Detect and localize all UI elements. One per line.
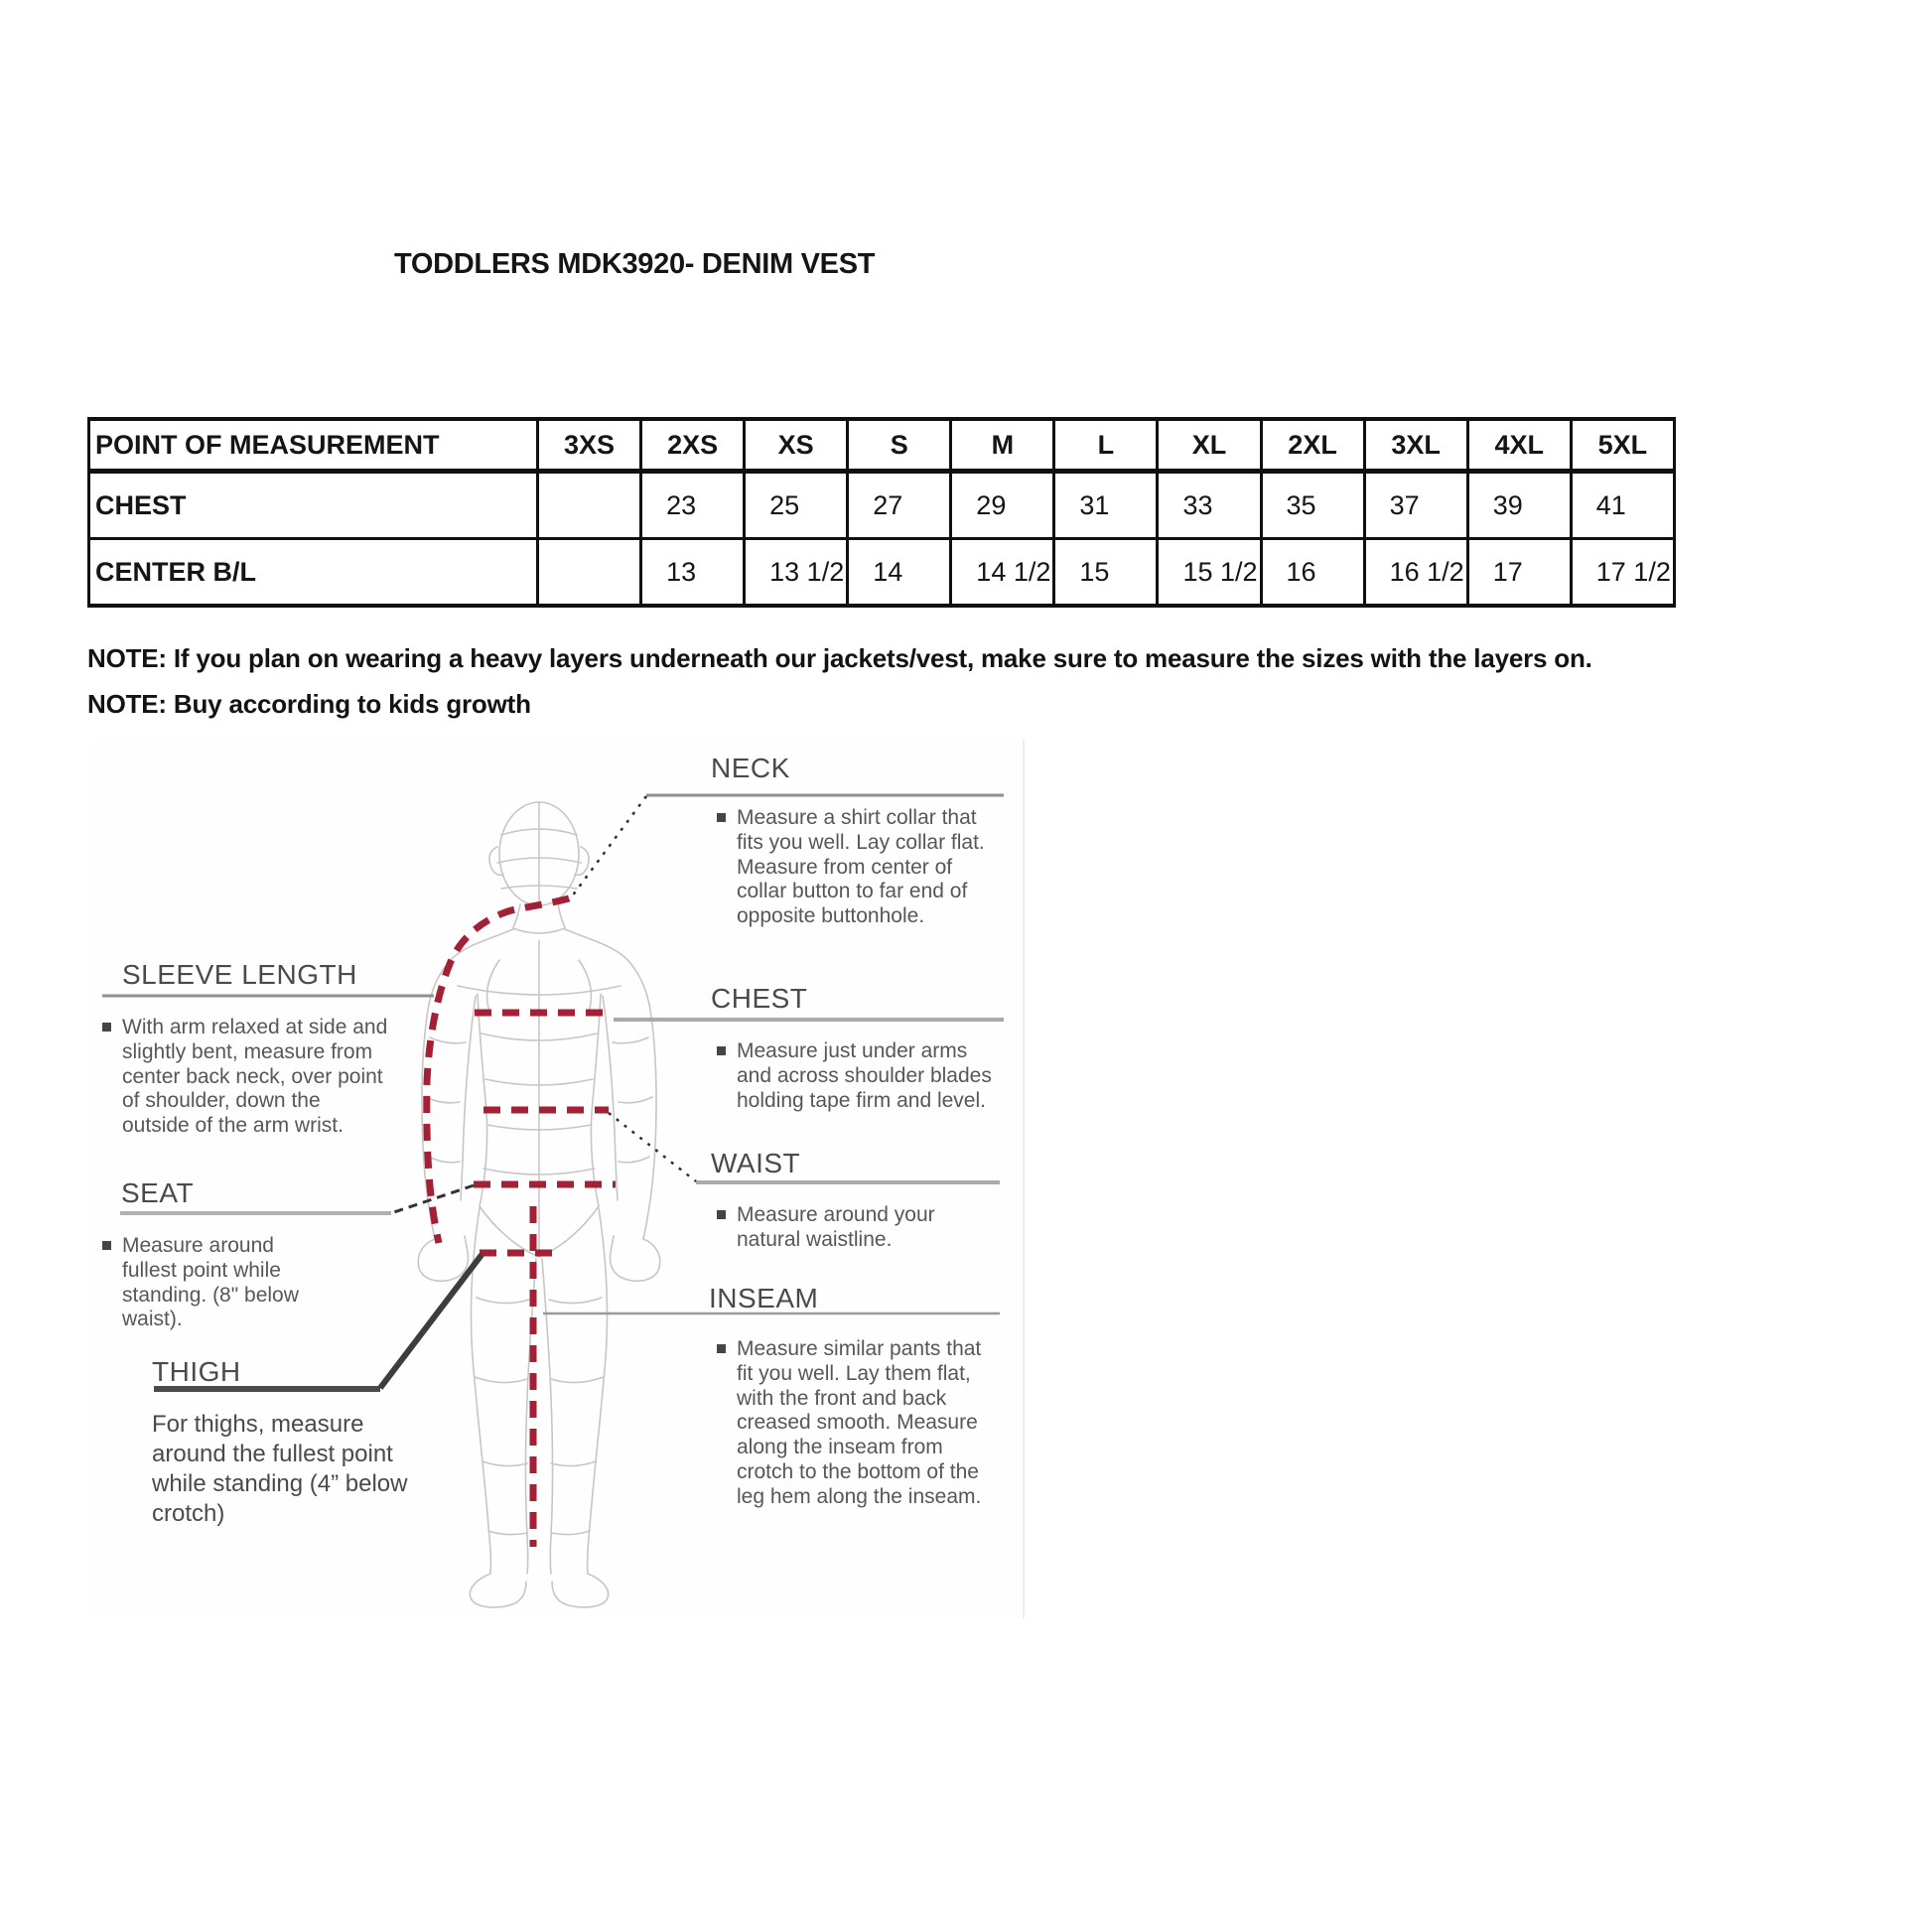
thigh-label: THIGH [152, 1356, 241, 1387]
column-header: 5XL [1571, 419, 1674, 472]
seat-description: Measure around fullest point while standing. (8" below waist). [102, 1234, 329, 1332]
neck-label: NECK [711, 753, 790, 783]
sleeve-length-description: With arm relaxed at side and slightly bent, measure from center back neck, over point of shoulder, down the outside of the arm wrist. [102, 1016, 388, 1139]
table-cell: 15 1/2 [1158, 539, 1261, 607]
column-header: 2XS [641, 419, 745, 472]
table-cell: 14 [848, 539, 951, 607]
column-header: 3XL [1364, 419, 1467, 472]
inseam-description: Measure similar pants that fit you well. Lay them flat, with the front and back creased smooth. Measure along the inseam from crotch to the bottom of the leg hem along the inseam. [717, 1337, 987, 1509]
column-header: L [1054, 419, 1158, 472]
note-layers: NOTE: If you plan on wearing a heavy layers underneath our jackets/vest, make sure to measure the sizes with the layers on. [87, 643, 1592, 673]
table-cell: 15 [1054, 539, 1158, 607]
bullet-icon [717, 813, 726, 822]
sleeve-length-line [427, 898, 569, 1243]
column-header: 2XL [1261, 419, 1364, 472]
table-cell: 33 [1158, 472, 1261, 539]
inseam-label: INSEAM [709, 1283, 819, 1313]
seat-label: SEAT [121, 1177, 195, 1208]
measurement-lines [427, 898, 616, 1547]
note-growth: NOTE: Buy according to kids growth [87, 689, 531, 719]
chest-description: Measure just under arms and across shoulder blades holding tape firm and level. [717, 1039, 993, 1113]
table-cell: 16 [1261, 539, 1364, 607]
neck-connector [569, 796, 646, 900]
column-header: 4XL [1467, 419, 1571, 472]
table-cell: 35 [1261, 472, 1364, 539]
sleeve-length-label: SLEEVE LENGTH [122, 959, 357, 990]
table-cell: 39 [1467, 472, 1571, 539]
size-chart-table [87, 417, 1676, 608]
row-label: CHEST [89, 472, 538, 539]
waist-label: WAIST [711, 1148, 801, 1178]
page-title: TODDLERS MDK3920- DENIM VEST [394, 248, 876, 280]
table-cell: 17 1/2 [1571, 539, 1674, 607]
table-row [89, 472, 1675, 539]
column-header: POINT OF MEASUREMENT [89, 419, 538, 472]
column-header: XL [1158, 419, 1261, 472]
bullet-icon [717, 1210, 726, 1219]
column-header: S [848, 419, 951, 472]
bullet-icon [102, 1241, 111, 1250]
bullet-icon [717, 1344, 726, 1353]
column-header: M [951, 419, 1054, 472]
table-cell: 13 1/2 [745, 539, 848, 607]
bullet-icon [717, 1046, 726, 1055]
table-cell: 14 1/2 [951, 539, 1054, 607]
table-cell: 17 [1467, 539, 1571, 607]
table-cell: 13 [641, 539, 745, 607]
table-cell: 16 1/2 [1364, 539, 1467, 607]
table-header-row [89, 419, 1675, 472]
bullet-icon [102, 1023, 111, 1032]
column-header: XS [745, 419, 848, 472]
column-header: 3XS [537, 419, 640, 472]
waist-description: Measure around your natural waistline. [717, 1203, 940, 1253]
table-row [89, 539, 1675, 607]
row-label: CENTER B/L [89, 539, 538, 607]
chest-label: CHEST [711, 983, 808, 1014]
table-cell: 37 [1364, 472, 1467, 539]
table-cell: 23 [641, 472, 745, 539]
table-cell: 29 [951, 472, 1054, 539]
mannequin-outline [418, 802, 660, 1607]
table-cell: 25 [745, 472, 848, 539]
table-cell [537, 472, 640, 539]
table-cell: 27 [848, 472, 951, 539]
neck-description: Measure a shirt collar that fits you well. Lay collar flat. Measure from center of collar button to far end of opposite buttonhole. [717, 806, 990, 929]
table-cell: 31 [1054, 472, 1158, 539]
thigh-connector [380, 1255, 482, 1388]
waist-connector [609, 1113, 696, 1181]
table-cell [537, 539, 640, 607]
table-cell: 41 [1571, 472, 1674, 539]
thigh-description: For thighs, measure around the fullest point while standing (4” below crotch) [152, 1411, 408, 1527]
